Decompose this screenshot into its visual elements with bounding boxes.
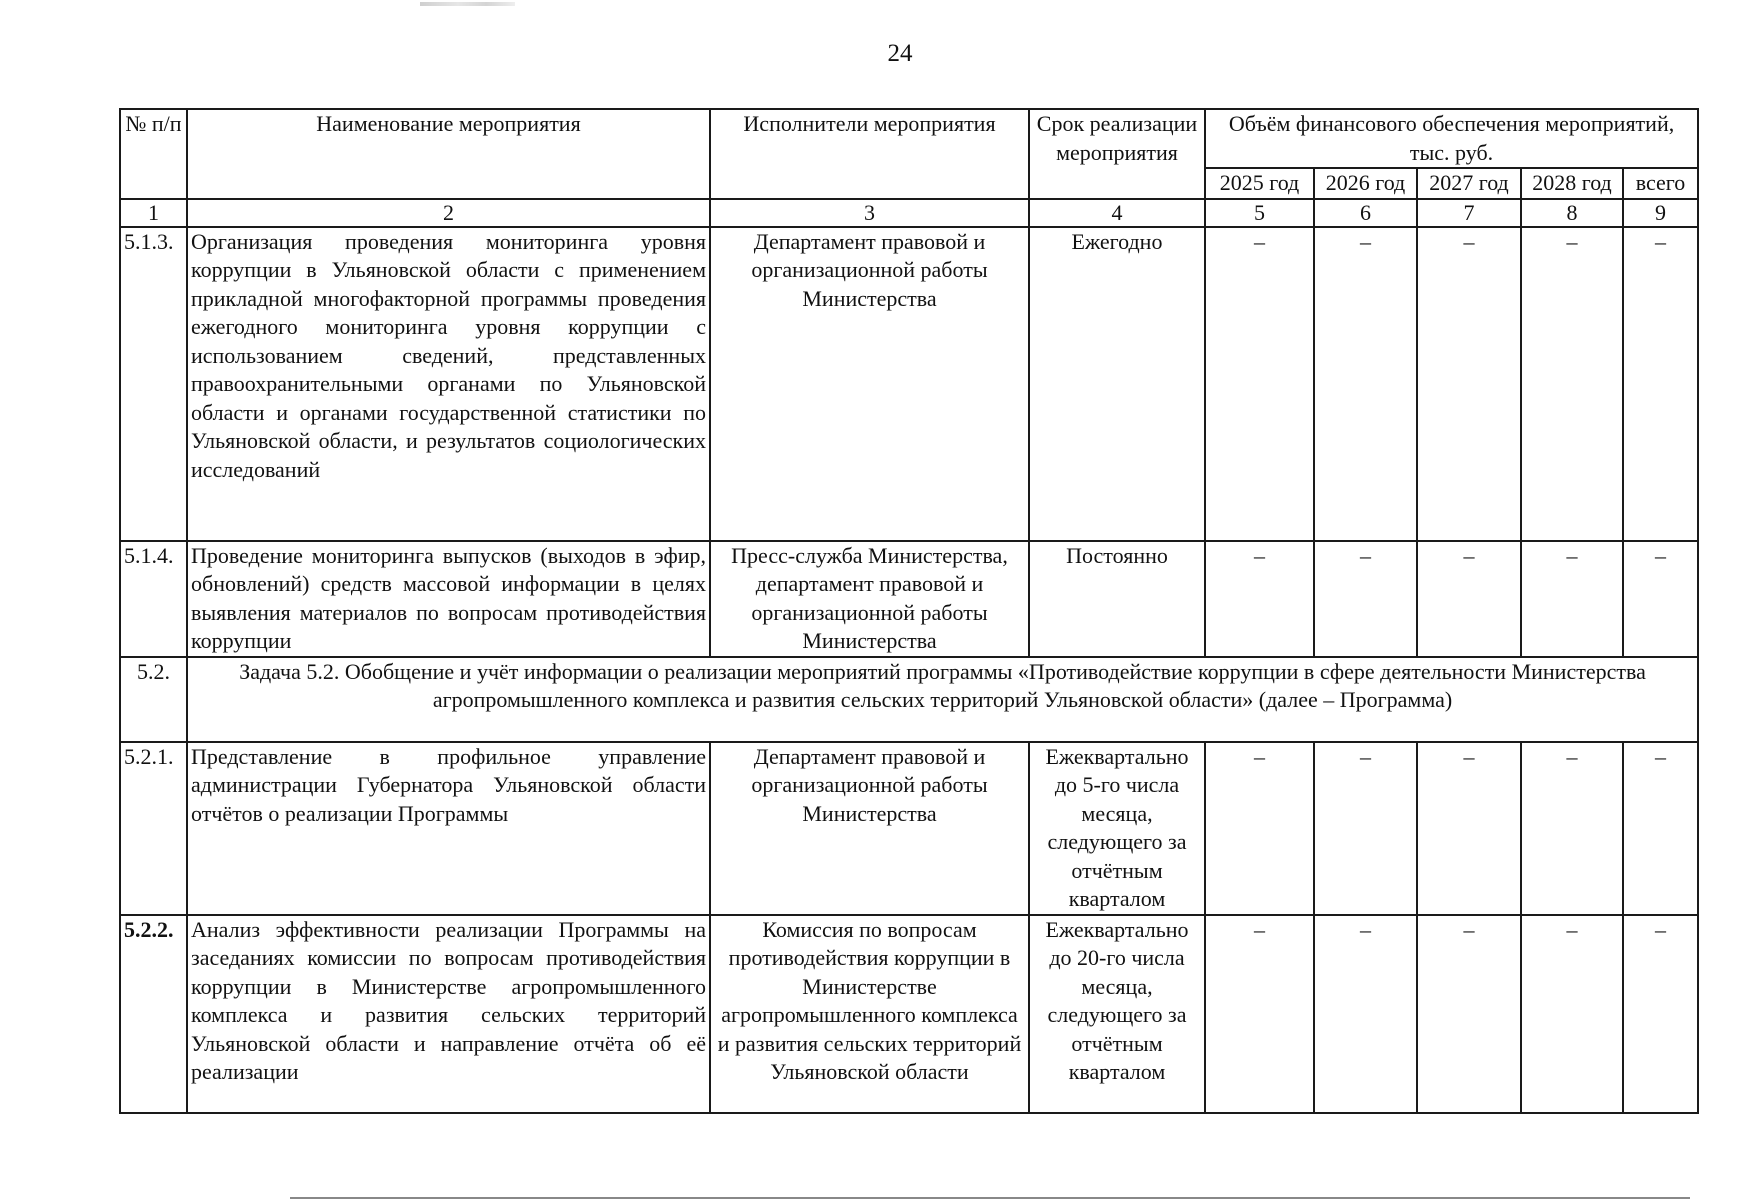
header-year: 2026 год [1314,168,1417,199]
task-number: 5.2. [120,657,187,742]
header-executors: Исполнители мероприятия [710,109,1029,199]
header-finance: Объём финансового обеспечения мероприятий, тыс. руб. [1205,109,1698,168]
finance-value: – [1314,227,1417,541]
header-num: № п/п [120,109,187,199]
measure-term: Ежегодно [1029,227,1205,541]
row-number: 5.1.3. [120,227,187,541]
column-number: 4 [1029,199,1205,227]
finance-value: – [1417,227,1521,541]
finance-value: – [1314,742,1417,915]
measure-name: Анализ эффективности реализации Программы на заседаниях комиссии по вопросам противодействия коррупции в Министерстве агропромышленного комплекса и развития сельских территорий Ульяновской области и направление отчёта об её реализации [187,915,710,1113]
scan-artifact [420,2,515,6]
row-number: 5.2.2. [120,915,187,1113]
finance-value: – [1205,915,1314,1113]
finance-value: – [1521,227,1623,541]
measure-term: Ежеквартально до 5-го числа месяца, следующего за отчётным кварталом [1029,742,1205,915]
table-row [120,227,1698,541]
table-row [120,915,1698,1113]
column-number: 5 [1205,199,1314,227]
column-number: 8 [1521,199,1623,227]
finance-value: – [1417,742,1521,915]
measure-name: Проведение мониторинга выпусков (выходов в эфир, обновлений) средств массовой информации в целях выявления материалов по вопросам противодействия коррупции [187,541,710,657]
row-number: 5.1.4. [120,541,187,657]
finance-value: – [1205,742,1314,915]
finance-value: – [1521,915,1623,1113]
finance-value: – [1314,915,1417,1113]
measure-term: Ежеквартально до 20-го числа месяца, следующего за отчётным кварталом [1029,915,1205,1113]
finance-value: – [1623,742,1698,915]
task-row [120,657,1698,742]
column-numbers-row [120,199,1698,227]
finance-value: – [1205,227,1314,541]
measure-executors: Департамент правовой и организационной работы Министерства [710,227,1029,541]
measure-name: Представление в профильное управление администрации Губернатора Ульяновской области отчётов о реализации Программы [187,742,710,915]
header-year: 2028 год [1521,168,1623,199]
finance-value: – [1521,742,1623,915]
measure-name: Организация проведения мониторинга уровня коррупции в Ульяновской области с применением прикладной многофакторной программы проведения ежегодного мониторинга уровня коррупции с использованием сведений, представленных правоохранительными органами по Ульяновской области и органами государственной статистики по Ульяновской области, и результатов социологических исследований [187,227,710,541]
finance-value: – [1417,541,1521,657]
column-number: 3 [710,199,1029,227]
column-number: 1 [120,199,187,227]
task-text: Задача 5.2. Обобщение и учёт информации о реализации мероприятий программы «Противодействие коррупции в сфере деятельности Министерства агропромышленного комплекса и развития сельских территорий Ульяновской области» (далее – Программа) [187,657,1698,742]
header-term: Срок реализации мероприятия [1029,109,1205,199]
finance-value: – [1205,541,1314,657]
finance-value: – [1623,541,1698,657]
header-year: 2027 год [1417,168,1521,199]
table-row [120,742,1698,915]
measure-term: Постоянно [1029,541,1205,657]
bottom-rule [290,1197,1690,1199]
measures-table [119,108,1699,1114]
finance-value: – [1521,541,1623,657]
column-number: 2 [187,199,710,227]
measure-executors: Комиссия по вопросам противодействия коррупции в Министерстве агропромышленного комплекса и развития сельских территорий Ульяновской области [710,915,1029,1113]
header-year: 2025 год [1205,168,1314,199]
column-number: 6 [1314,199,1417,227]
row-number: 5.2.1. [120,742,187,915]
header-total: всего [1623,168,1698,199]
finance-value: – [1314,541,1417,657]
measure-executors: Пресс-служба Министерства, департамент правовой и организационной работы Министерства [710,541,1029,657]
table-row [120,541,1698,657]
finance-value: – [1417,915,1521,1113]
finance-value: – [1623,915,1698,1113]
header-name: Наименование мероприятия [187,109,710,199]
column-number: 7 [1417,199,1521,227]
column-number: 9 [1623,199,1698,227]
measure-executors: Департамент правовой и организационной работы Министерства [710,742,1029,915]
finance-value: – [1623,227,1698,541]
page-number: 24 [887,40,913,67]
header-row [120,109,1698,168]
